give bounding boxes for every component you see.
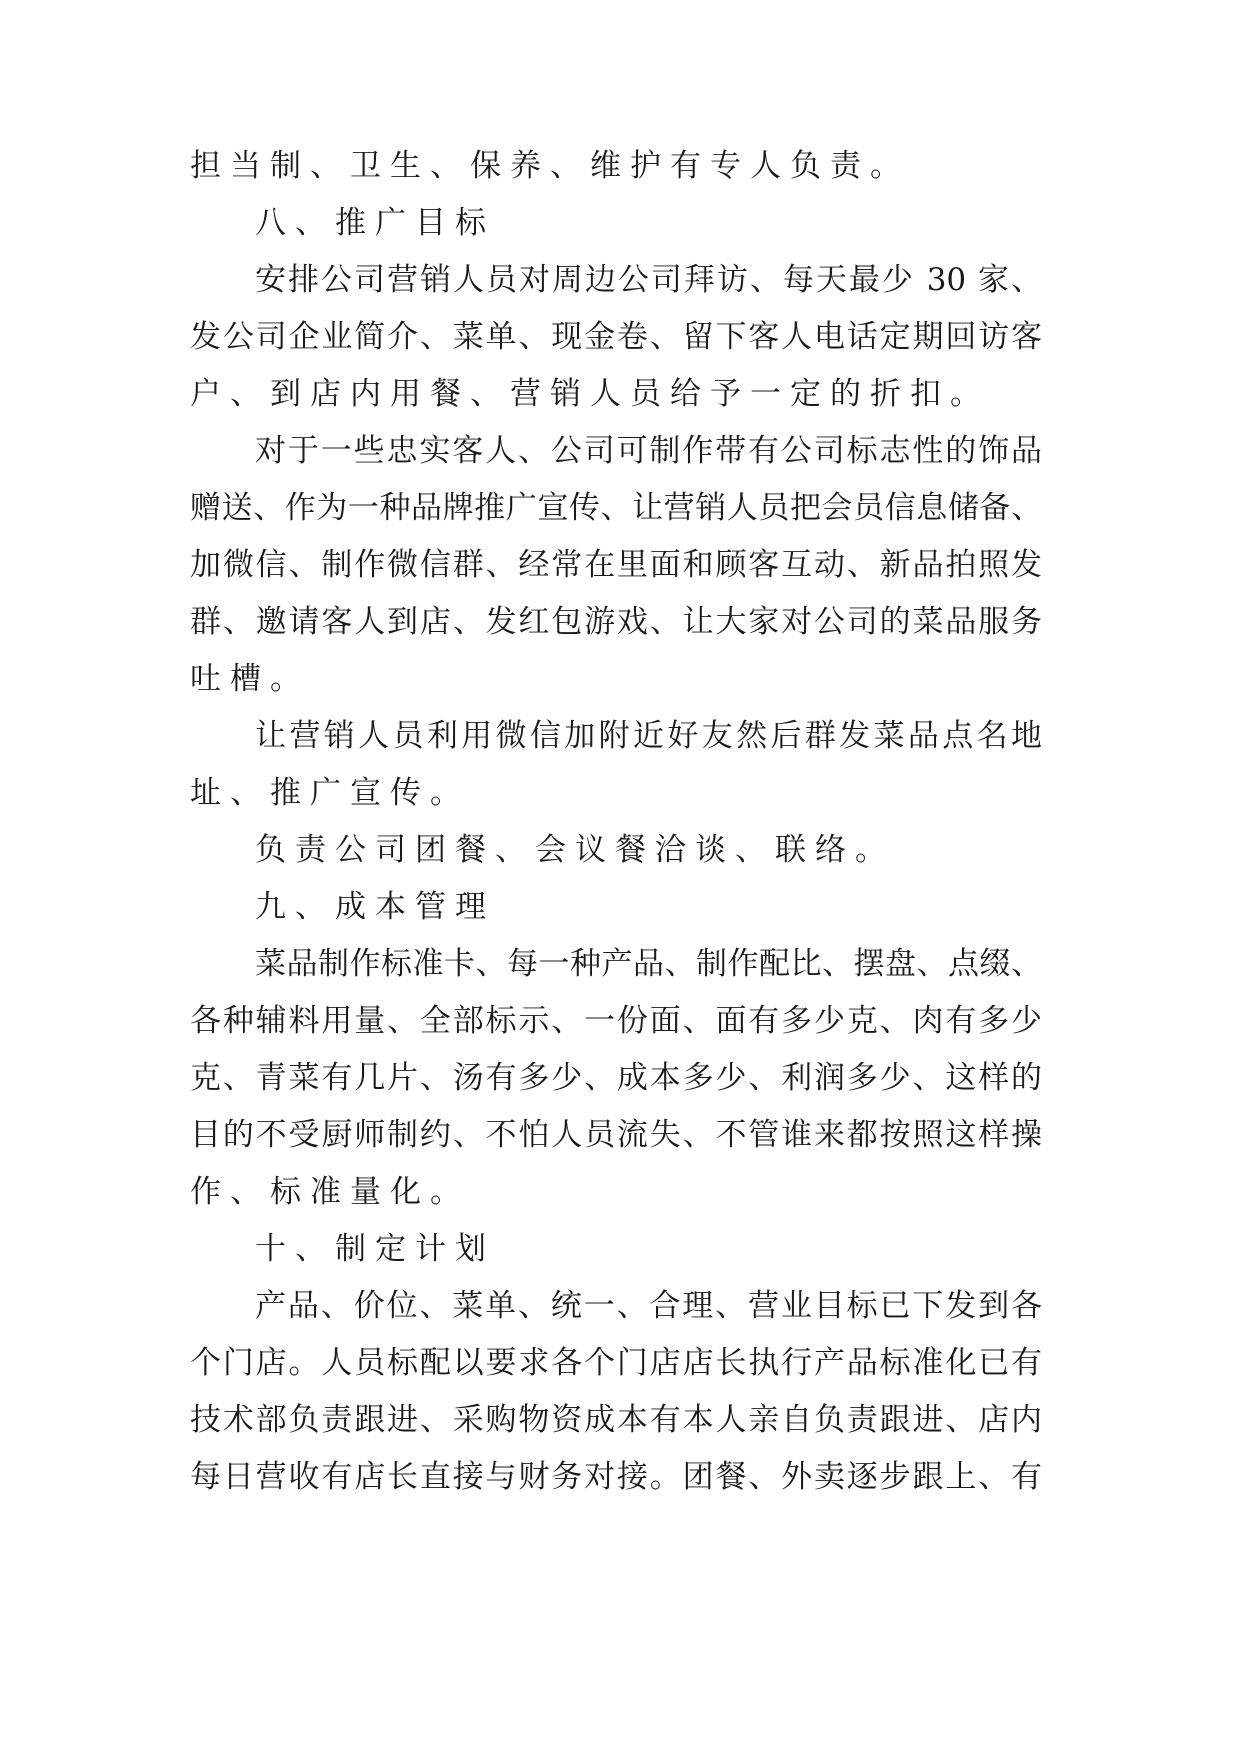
line-text: 安排公司营销人员对周边公司拜访、每天最少 30 家、 — [255, 262, 1042, 298]
text-line — [0, 137, 1241, 195]
line-text: 技术部负责跟进、采购物资成本有本人亲自负责跟进、店内 — [190, 1402, 1042, 1438]
line-text: 产品、价位、菜单、统一、合理、营业目标已下发到各 — [255, 1288, 1042, 1324]
line-text: 户、到店内用餐、营销人员给予一定的折扣。 — [190, 376, 990, 412]
heading-text: 十、制定计划 — [255, 1231, 495, 1267]
text-line — [0, 1448, 1241, 1506]
text-line — [0, 935, 1241, 993]
text-line — [0, 1106, 1241, 1164]
section-heading — [0, 194, 1241, 252]
heading-text: 八、推广目标 — [255, 205, 495, 241]
line-text: 对于一些忠实客人、公司可制作带有公司标志性的饰品 — [255, 433, 1042, 469]
line-text: 赠送、作为一种品牌推广宣传、让营销人员把会员信息储备、 — [190, 490, 1042, 526]
line-text: 址、推广宣传。 — [190, 775, 470, 811]
line-text: 克、青菜有几片、汤有多少、成本多少、利润多少、这样的 — [190, 1060, 1042, 1096]
text-line — [0, 1163, 1241, 1221]
section-heading — [0, 878, 1241, 936]
line-text: 让营销人员利用微信加附近好友然后群发菜品点名地 — [255, 718, 1042, 754]
line-text: 菜品制作标准卡、每一种产品、制作配比、摆盘、点缀、 — [255, 946, 1042, 982]
text-line — [0, 764, 1241, 822]
line-text: 发公司企业简介、菜单、现金卷、留下客人电话定期回访客 — [190, 319, 1042, 355]
line-text: 吐槽。 — [190, 661, 310, 697]
text-line — [0, 650, 1241, 708]
line-text: 加微信、制作微信群、经常在里面和顾客互动、新品拍照发 — [190, 547, 1042, 583]
text-line — [0, 992, 1241, 1050]
text-line — [0, 1391, 1241, 1449]
text-line — [0, 308, 1241, 366]
line-text: 个门店。人员标配以要求各个门店店长执行产品标准化已有 — [190, 1345, 1042, 1381]
text-line — [0, 536, 1241, 594]
text-line — [0, 251, 1241, 309]
section-heading — [0, 1220, 1241, 1278]
text-line — [0, 821, 1241, 879]
line-text: 每日营收有店长直接与财务对接。团餐、外卖逐步跟上、有 — [190, 1459, 1042, 1495]
text-line — [0, 365, 1241, 423]
text-line — [0, 1049, 1241, 1107]
line-text: 作、标准量化。 — [190, 1174, 470, 1210]
text-line — [0, 1334, 1241, 1392]
line-text: 目的不受厨师制约、不怕人员流失、不管谁来都按照这样操 — [190, 1117, 1042, 1153]
line-text: 群、邀请客人到店、发红包游戏、让大家对公司的菜品服务 — [190, 604, 1042, 640]
text-line — [0, 479, 1241, 537]
line-text: 担当制、卫生、保养、维护有专人负责。 — [190, 148, 910, 184]
text-line — [0, 707, 1241, 765]
line-text: 负责公司团餐、会议餐洽谈、联络。 — [255, 832, 895, 868]
heading-text: 九、成本管理 — [255, 889, 495, 925]
text-line — [0, 422, 1241, 480]
text-line — [0, 1277, 1241, 1335]
text-line — [0, 593, 1241, 651]
line-text: 各种辅料用量、全部标示、一份面、面有多少克、肉有多少 — [190, 1003, 1042, 1039]
